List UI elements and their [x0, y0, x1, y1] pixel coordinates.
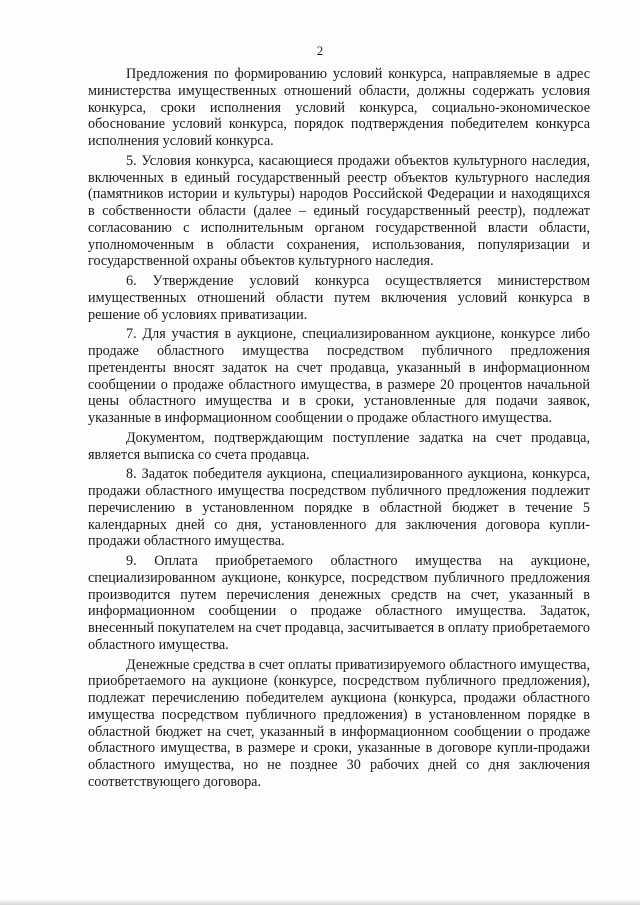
page-bottom-edge — [0, 899, 640, 905]
paragraph-item-9: 9. Оплата приобретаемого областного имущества на аукционе, специализированном аукционе, конкурсе, посредством публичного предложения производится путем перечисления денежных средств на счет, указанный в информационном сообщении о продаже областного имущества. Задаток, внесенный покупателем на счет продавца, засчитывается в оплату приобретаемого областного имущества. — [88, 553, 590, 653]
paragraph-conditions-proposals: Предложения по формированию условий конкурса, направляемые в адрес министерства имущественных отношений области, должны содержать условия конкурса, сроки исполнения условий конкурса, социально-экономическое обоснование условий конкурса, порядок подтверждения победителем конкурса исполнения условий конкурса. — [88, 66, 590, 149]
paragraph-deposit-document: Документом, подтверждающим поступление задатка на счет продавца, является выписка со счета продавца. — [88, 429, 590, 463]
paragraph-item-8: 8. Задаток победителя аукциона, специализированного аукциона, конкурса, продажи областного имущества посредством публичного предложения подлежит перечислению в установленном порядке в областной бюджет в течение 5 календарных дней со дня, установленного для заключения договора купли-продажи областного имущества. — [88, 466, 590, 550]
document-body — [88, 66, 590, 791]
page-number: 2 — [316, 43, 324, 58]
paragraph-payment-funds: Денежные средства в счет оплаты приватизируемого областного имущества, приобретаемого на аукционе (конкурсе, посредством публичного предложения), подлежат перечислению победителем аукциона (конкурса, продажи областного имущества посредством публичного предложения) в установленном порядке в областной бюджет на счет, указанный в информационном сообщении о продаже областного имущества, в размере и сроки, указанные в договоре купли-продажи областного имущества, но не позднее 30 рабочих дней со дня заключения соответствующего договора. — [88, 656, 590, 790]
paragraph-item-5: 5. Условия конкурса, касающиеся продажи объектов культурного наследия, включенных в единый государственный реестр объектов культурного наследия (памятников истории и культуры) народов Российской Федерации и находящихся в собственности области (далее – единый государственный реестр), подлежат согласованию с исполнительным органом государственной власти области, уполномоченным в области сохранения, использования, популяризации и государственной охраны объектов культурного наследия. — [88, 152, 590, 270]
paragraph-item-7: 7. Для участия в аукционе, специализированном аукционе, конкурсе либо продаже областного имущества посредством публичного предложения претенденты вносят задаток на счет продавца, указанный в информационном сообщении о продаже областного имущества, в размере 20 процентов начальной цены областного имущества и в сроки, установленные для подачи заявок, указанные в информационном сообщении о продаже областного имущества. — [88, 326, 590, 426]
paragraph-item-6: 6. Утверждение условий конкурса осуществляется министерством имущественных отношений области путем включения условий конкурса в решение об условиях приватизации. — [88, 273, 590, 323]
